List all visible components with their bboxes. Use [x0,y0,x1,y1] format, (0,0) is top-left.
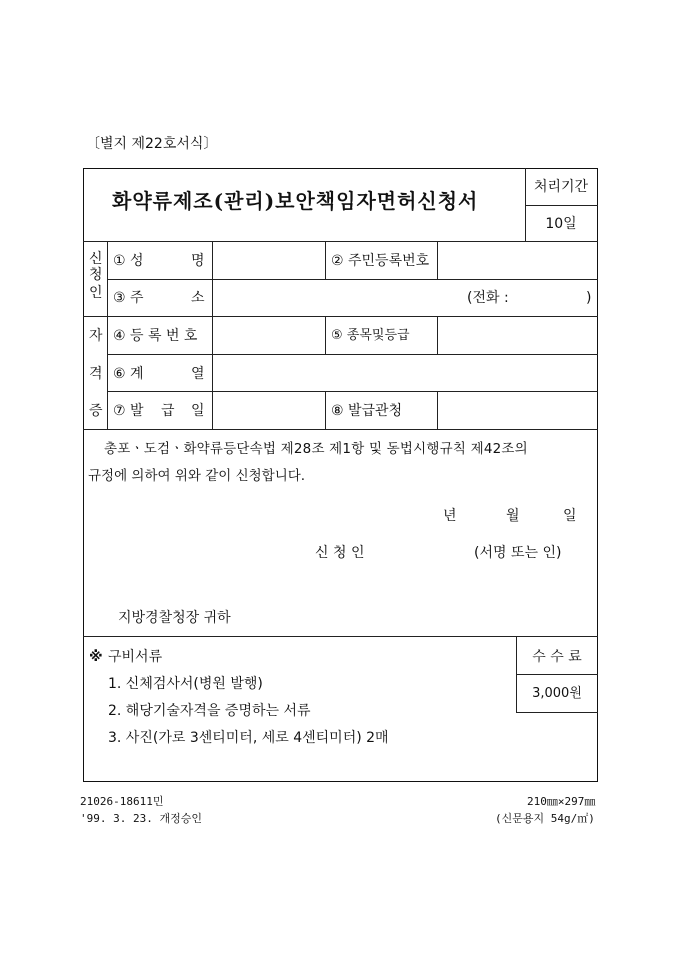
phone-close-paren: ) [586,290,592,306]
series-field[interactable] [213,355,597,390]
document-item-2: 2. 해당기술자격을 증명하는 서류 [108,703,311,719]
registration-number-field[interactable] [213,317,324,353]
name-label-end: 명 [191,253,205,269]
phone-field[interactable] [520,280,584,315]
qualification-group-label-2: 격 [89,366,103,382]
issuing-authority-field[interactable] [438,392,597,428]
name-field[interactable] [213,242,324,278]
form-number-label: 〔별지 제22호서식〕 [86,136,218,152]
statement-line-2: 규정에 의하여 위와 같이 신청합니다. [88,468,306,484]
form-title: 화약류제조(관리)보안책임자면허신청서 [112,189,479,213]
approval-note: '99. 3. 23. 개정승인 [80,812,202,825]
fee-value: 3,000원 [532,686,582,701]
document-item-3: 3. 사진(가로 3센티미터, 세로 4센티미터) 2매 [108,730,389,746]
form-code: 21026-18611민 [80,795,164,808]
issue-date-field[interactable] [213,392,324,428]
qualification-group-label-3: 증 [89,403,103,419]
date-day-label: 일 [563,508,577,524]
document-item-1: 1. 신체검사서(병원 발행) [108,676,263,692]
applicant-signature-field[interactable] [378,541,470,563]
processing-period-label: 처리기간 [533,179,589,195]
signature-note: (서명 또는 인) [474,545,562,561]
series-label-end: 열 [191,366,205,382]
issue-date-label-mid: 급 [161,403,175,419]
date-month-label: 월 [506,508,520,524]
paper-spec: (신문용지 54g/㎡) [495,812,595,825]
type-grade-field[interactable] [438,317,597,353]
rrn-label: ② 주민등록번호 [331,253,430,269]
series-label: ⑥ 계 [113,366,144,382]
qualification-group-label-1: 자 [89,328,103,344]
address-field[interactable] [213,280,458,315]
date-year-label: 년 [443,508,457,524]
date-month-field[interactable] [462,504,502,526]
address-label: ③ 주 [113,290,144,306]
address-label-end: 소 [191,290,205,306]
applicant-group-label-3: 인 [89,285,103,301]
issuing-authority-label: ⑧ 발급관청 [331,403,403,419]
applicant-group-label-1: 신 [89,251,103,267]
documents-note-mark: ※ [89,649,103,665]
processing-period-value: 10일 [545,216,577,232]
paper-size: 210㎜×297㎜ [527,795,596,808]
phone-label: (전화 : [467,290,509,306]
addressee: 지방경찰청장 귀하 [118,610,231,626]
name-label: ① 성 [113,253,144,269]
applicant-signature-label: 신 청 인 [315,545,365,561]
type-grade-label: ⑤ 종목및등급 [331,328,410,343]
issue-date-label-end: 일 [191,403,205,419]
date-day-field[interactable] [524,504,560,526]
issue-date-label: ⑦ 발 [113,403,144,419]
fee-label: 수 수 료 [532,649,582,665]
statement-line-1: 총포ㆍ도검ㆍ화약류등단속법 제28조 제1항 및 동법시행규칙 제42조의 [104,441,528,457]
applicant-group-label-2: 청 [89,267,103,283]
registration-number-label: ④ 등 록 번 호 [113,328,198,344]
documents-heading: 구비서류 [108,649,163,665]
rrn-field[interactable] [438,242,597,278]
